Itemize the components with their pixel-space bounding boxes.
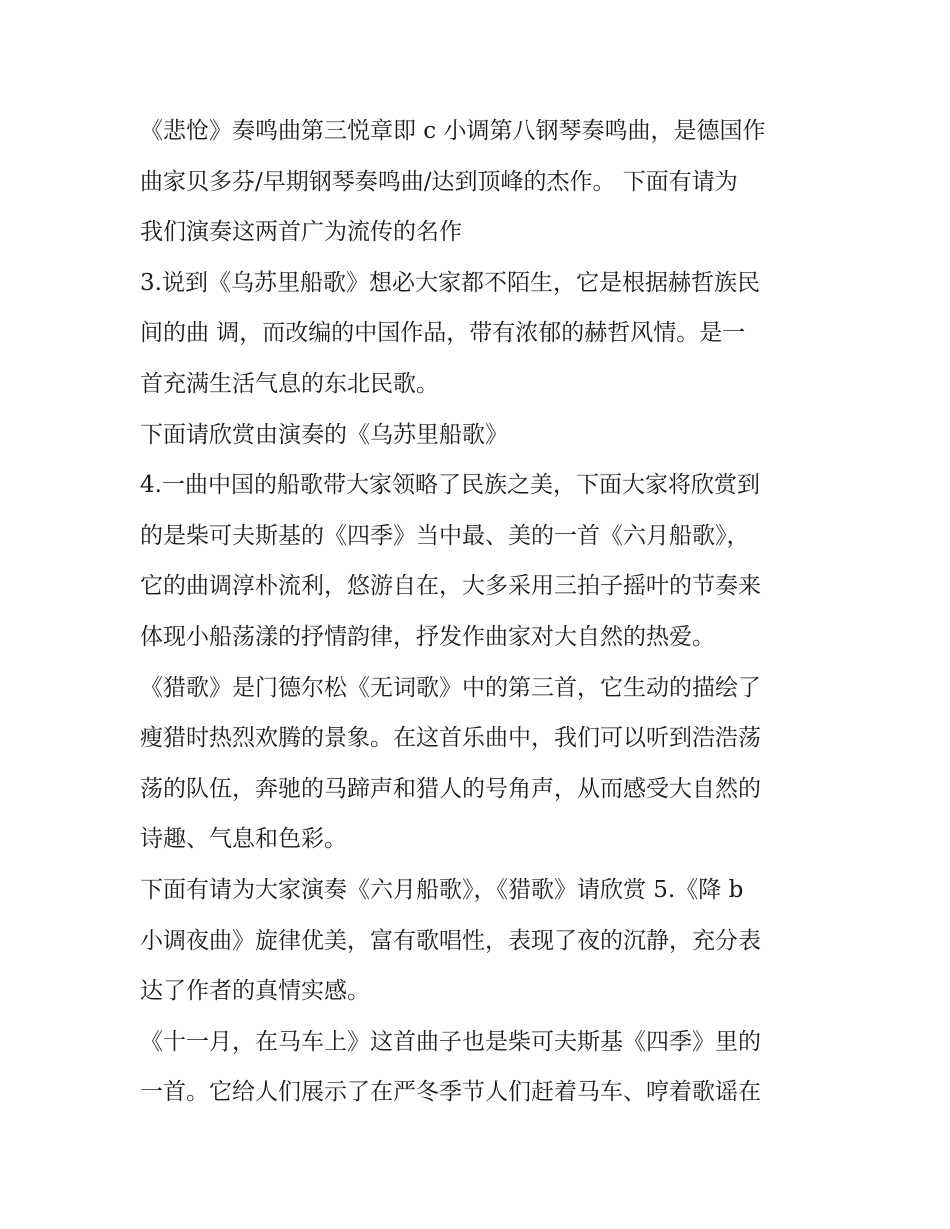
text-line: 体现小船荡漾的抒情韵律，抒发作曲家对大自然的热爱。 bbox=[140, 623, 715, 650]
text-line: 它的曲调淳朴流利，悠游自在，大多采用三拍子摇叶的节奏来 bbox=[140, 573, 761, 600]
text-line: 曲家贝多芬/早期钢琴奏鸣曲/达到顶峰的杰作。 下面有请为 bbox=[140, 168, 738, 195]
text-line: 3.说到《乌苏里船歌》想必大家都不陌生，它是根据赫哲族民 bbox=[140, 269, 760, 296]
document-body-text bbox=[140, 106, 820, 1118]
text-line: 达了作者的真情实感。 bbox=[140, 978, 370, 1005]
text-line: 《猎歌》是门德尔松《无词歌》中的第三首，它生动的描绘了 bbox=[140, 674, 761, 701]
text-line: 下面有请为大家演奏《六月船歌》，《猎歌》请欣赏 5.《降 b bbox=[140, 876, 744, 903]
text-line: 荡的队伍，奔驰的马蹄声和猎人的号角声，从而感受大自然的 bbox=[140, 775, 761, 802]
text-line: 间的曲 调，而改编的中国作品，带有浓郁的赫哲风情。是一 bbox=[140, 320, 746, 347]
text-line: 下面请欣赏由演奏的《乌苏里船歌》 bbox=[140, 421, 508, 448]
text-line: 《悲怆》奏鸣曲第三悦章即 c 小调第八钢琴奏鸣曲，是德国作 bbox=[140, 118, 766, 144]
text-line: 首充满生活气息的东北民歌。 bbox=[140, 370, 439, 397]
text-line: 我们演奏这两首广为流传的名作 bbox=[140, 219, 462, 246]
text-line: 的是柴可夫斯基的《四季》当中最、美的一首《六月船歌》， bbox=[140, 522, 750, 549]
text-line: 瘦猎时热烈欢腾的景象。在这首乐曲中，我们可以听到浩浩荡 bbox=[140, 725, 761, 752]
text-line: 小调夜曲》旋律优美，富有歌唱性，表现了夜的沉静，充分表 bbox=[140, 927, 761, 954]
text-line: 一首。它给人们展示了在严冬季节人们赶着马车、哼着歌谣在 bbox=[140, 1079, 761, 1106]
text-line: 4.一曲中国的船歌带大家领略了民族之美，下面大家将欣赏到 bbox=[140, 472, 760, 499]
text-line: 《十一月，在马车上》这首曲子也是柴可夫斯基《四季》里的 bbox=[140, 1028, 761, 1055]
text-line: 诗趣、气息和色彩。 bbox=[140, 826, 347, 853]
